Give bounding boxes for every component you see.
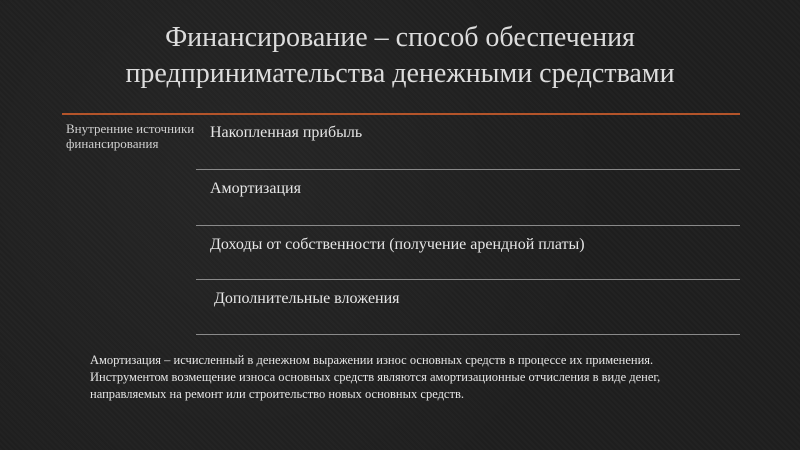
row-divider <box>196 334 740 335</box>
list-item-accumulated-profit: Накопленная прибыль <box>210 124 363 141</box>
slide-title <box>0 20 800 92</box>
list-item-property-income: Доходы от собственности (получение арендной платы) <box>210 236 585 253</box>
accent-divider <box>62 113 740 115</box>
list-item-additional-investments: Дополнительные вложения <box>210 290 400 307</box>
definition-note: Амортизация – исчисленный в денежном выражении износ основных средств в процессе их применения. Инструментом возмещение износа основных средств являются амортизационные отчисления в виде денег, направляемых на ремонт или строительство новых основных средств. <box>90 353 661 401</box>
row-divider <box>196 169 740 170</box>
row-divider <box>196 279 740 280</box>
title-line-2: предпринимательства денежными средствами <box>125 58 675 89</box>
category-label: Внутренние источники финансирования <box>66 121 195 151</box>
row-divider <box>196 225 740 226</box>
list-item-depreciation: Амортизация <box>210 180 301 197</box>
title-line-1: Финансирование – способ обеспечения <box>165 22 635 53</box>
